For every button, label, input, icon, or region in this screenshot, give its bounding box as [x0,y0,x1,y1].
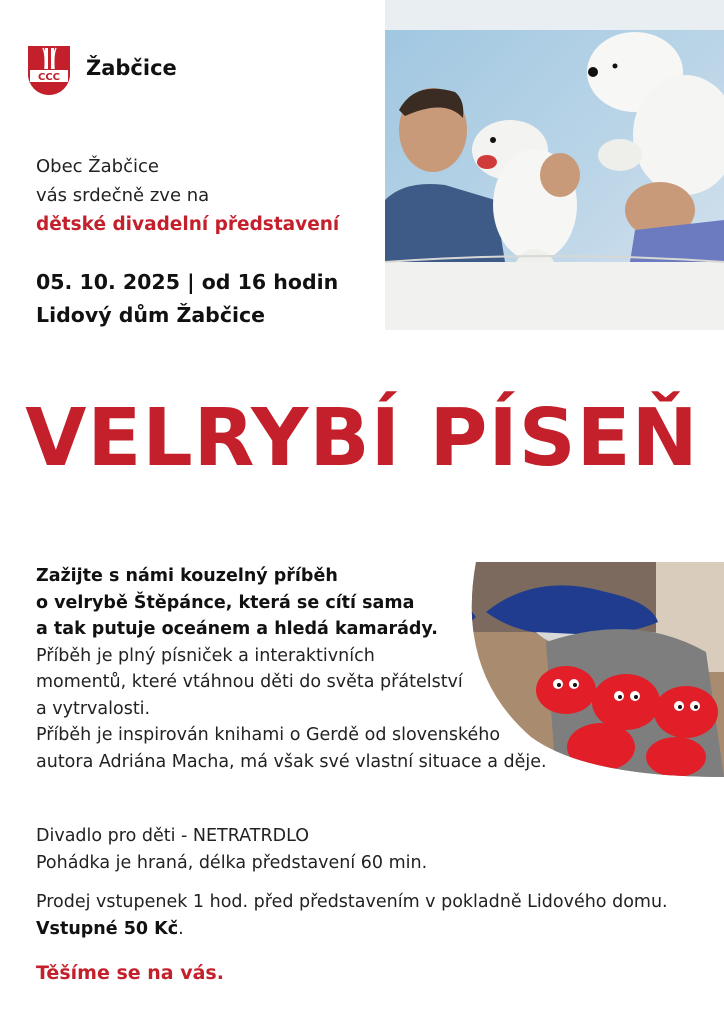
puppet-show-photo [385,0,724,330]
closing-greeting: Těšíme se na vás. [36,962,224,984]
town-name: Žabčice [86,56,177,80]
zabcice-coat-of-arms-icon [26,44,72,98]
invitation-line-2: vás srdečně zve na [36,185,210,206]
show-title: VELRYBÍ PÍSEŇ [25,392,699,484]
lead-line: Zažijte s námi kouzelný příběh [36,566,338,586]
body-line: Příběh je plný písniček a interaktivních [36,645,375,666]
ticket-sale-text: Prodej vstupenek 1 hod. před představením v pokladně Lidového domu. [36,892,668,912]
story-description [36,563,706,775]
ticket-price-suffix: . [178,919,184,939]
invitation-text [36,152,339,239]
show-info [36,823,427,877]
duration-info: Pohádka je hraná, délka představení 60 min. [36,853,428,873]
ticket-price: Vstupné 50 Kč [36,919,179,939]
event-place: Lidový dům Žabčice [36,303,266,327]
svg-text:CCC: CCC [37,72,61,83]
event-details [36,266,338,332]
ticket-info [36,889,668,943]
invitation-line-1: Obec Žabčice [36,156,159,177]
body-line: Příběh je inspirován knihami o Gerdě od slovenského [36,725,501,745]
lead-line: o velrybě Štěpánce, která se cítí sama [36,592,415,613]
lead-line: a tak putuje oceánem a hledá kamarády. [36,619,438,639]
event-type: dětské divadelní představení [36,214,340,235]
body-line: a vytrvalosti. [36,698,151,719]
body-line: momentů, které vtáhnou děti do světa přátelství [36,672,463,692]
event-datetime: 05. 10. 2025 | od 16 hodin [36,270,339,294]
theatre-name: Divadlo pro děti - NETRATRDLO [36,826,310,846]
body-line: autora Adriána Macha, má však své vlastní situace a děje. [36,751,547,772]
